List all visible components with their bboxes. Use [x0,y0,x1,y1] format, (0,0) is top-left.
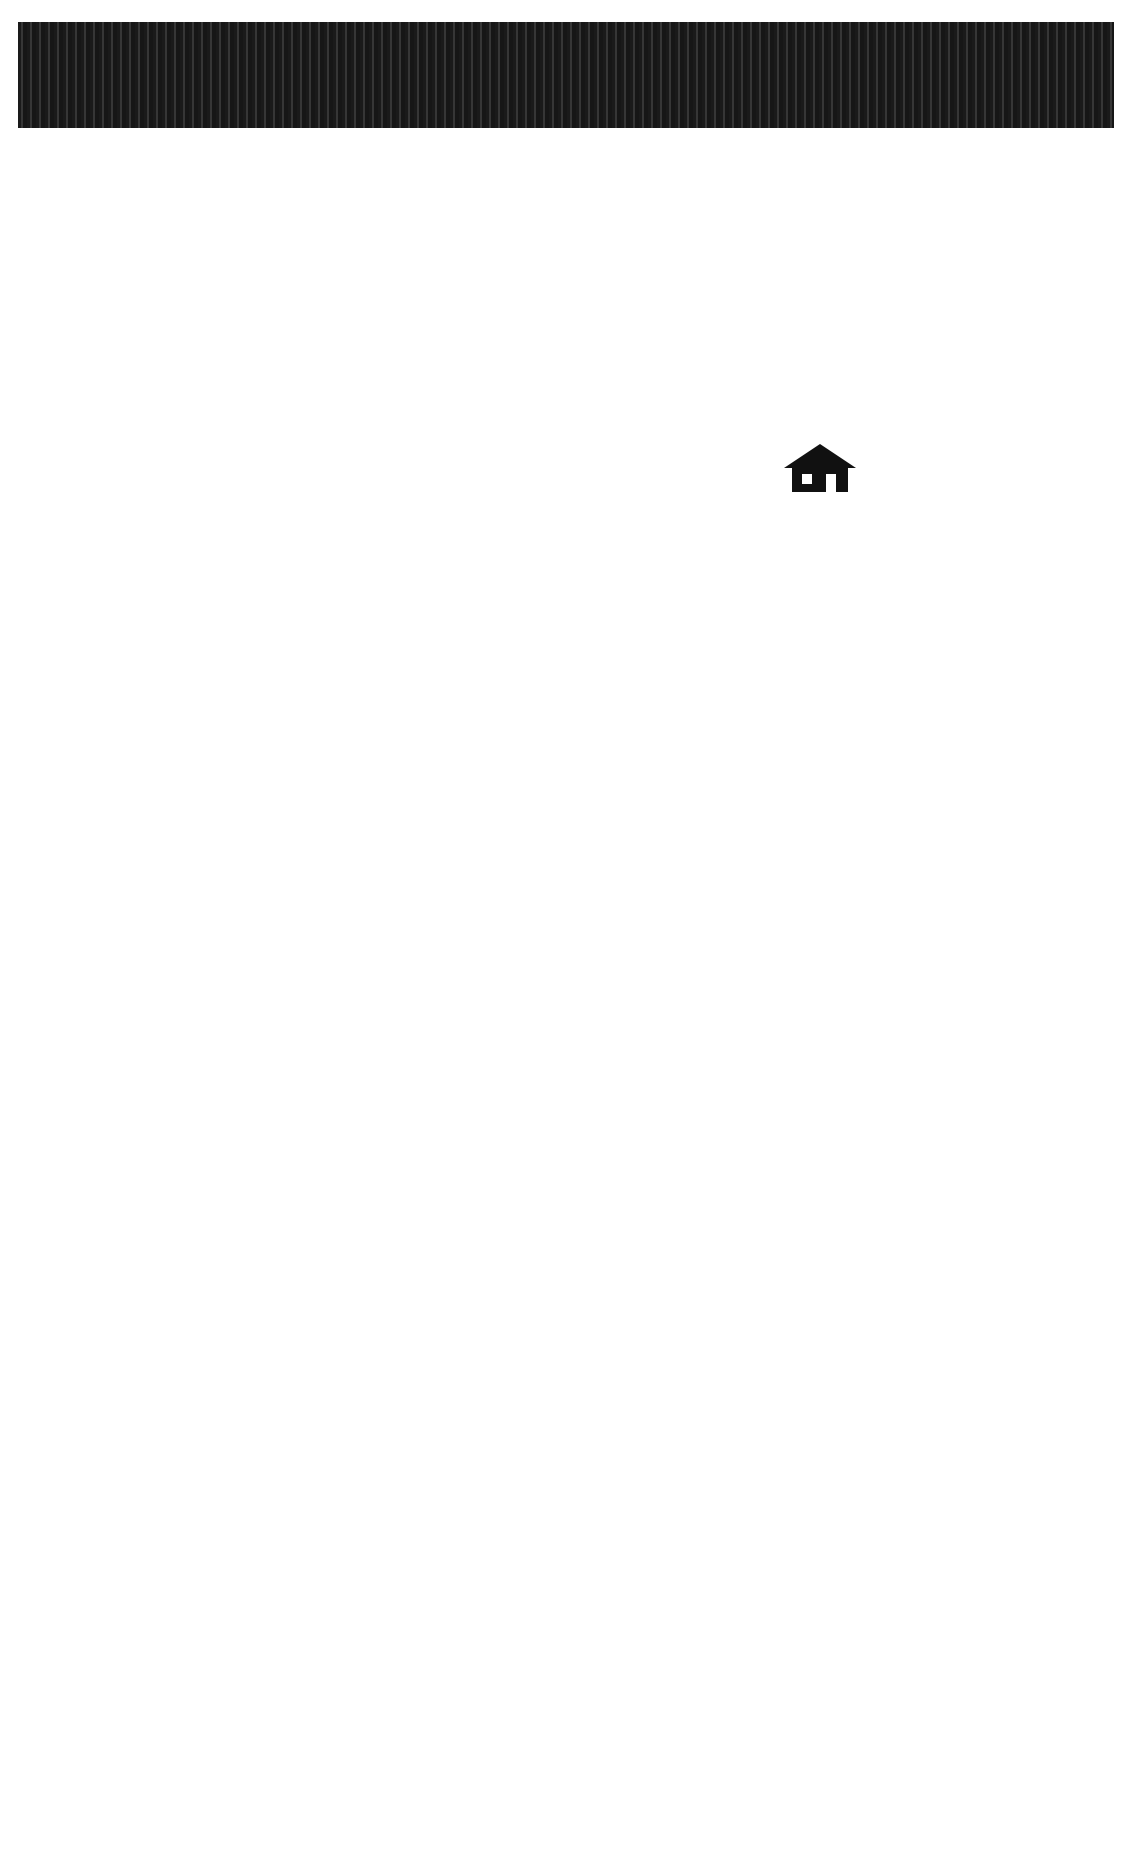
house-icon [780,442,860,494]
top-photo-banner [18,22,1114,128]
home-service-guide-banner [18,440,1114,512]
dateline-bar [18,6,1114,20]
service-directory [18,518,1114,1836]
banner-texture [18,22,1114,128]
household-goods-section [18,130,1114,436]
